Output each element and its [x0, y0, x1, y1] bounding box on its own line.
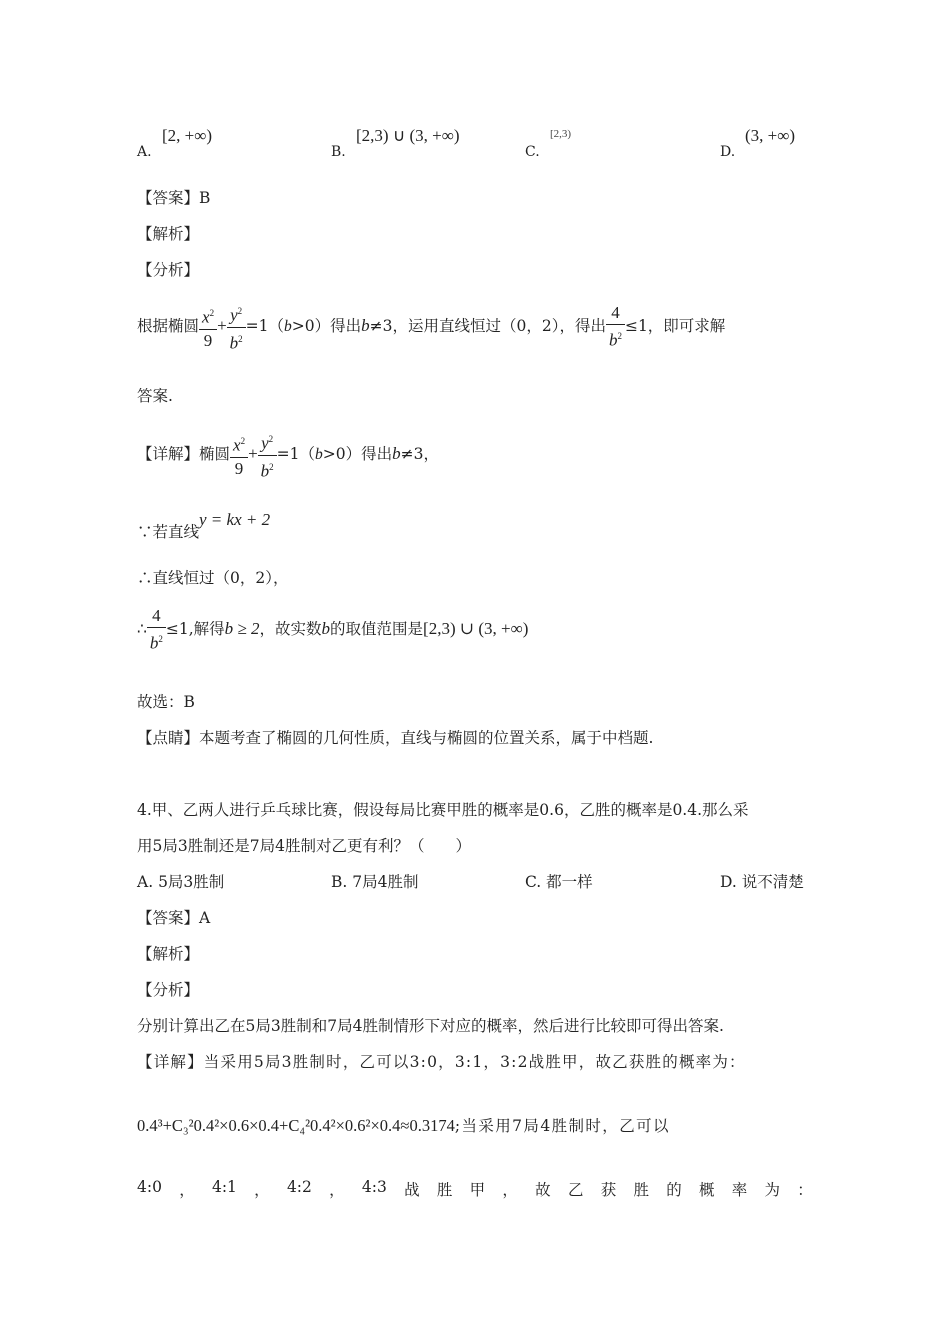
analysis-line-2: 答案. [137, 387, 173, 405]
fenxi-heading: 【分析】 [137, 261, 200, 279]
jiexi-heading-q4: 【解析】 [137, 945, 200, 963]
text-token: 4:3 [361, 1178, 387, 1196]
option-label: B. [331, 873, 348, 891]
text-token: 4:0 [137, 1178, 162, 1196]
text-token: 获 [600, 1181, 617, 1199]
plus-sign: + [217, 316, 227, 336]
analysis-line [137, 300, 726, 353]
text-token: ： [797, 1181, 813, 1199]
fraction-y2-b2: $\frac{y^2}{b^2}$ [227, 300, 246, 354]
text-token: 4:2 [286, 1178, 312, 1196]
text-token: ， [329, 1181, 345, 1199]
text-token: 概 [699, 1181, 715, 1199]
text-token: 故 [535, 1181, 551, 1199]
option-value: [2, +∞) [162, 126, 213, 145]
equals-text: =1（ [276, 445, 316, 464]
cond-text: >0）得出 [322, 445, 393, 464]
text-token: ， [254, 1181, 270, 1199]
cond-text: >0）得出 [291, 317, 362, 336]
text-token: 胜 [633, 1181, 649, 1199]
line-equation: y = kx + 2 [199, 510, 271, 529]
b-ge-2: b ≥ 2 [224, 619, 260, 638]
q4-line-2: 用5局3胜制还是7局4胜制对乙更有利？（ ） [137, 837, 471, 855]
text-token: 率 [731, 1181, 748, 1199]
denominator: b [260, 461, 270, 481]
probability-formula: 0.4³+C₃²0.4²×0.6×0.4+C₄²0.4²×0.6²×0.4≈0.3174 [137, 1116, 455, 1135]
detail-prefix: 【详解】椭圆 [137, 445, 231, 464]
jiexi-heading: 【解析】 [137, 225, 200, 243]
numerator: y [261, 433, 269, 453]
text-token: 战 [404, 1181, 420, 1199]
q4-option-d [720, 872, 804, 892]
answer-q3: 【答案】B [137, 189, 211, 207]
denominator: 9 [203, 330, 213, 350]
numerator: x [202, 307, 210, 327]
option-label: C. [525, 873, 542, 891]
numerator: 4 [147, 605, 166, 628]
answer-q4: 【答案】A [137, 909, 211, 927]
q4-formula-line [137, 1116, 670, 1136]
var-b: b [284, 318, 292, 336]
option-label: C. [525, 144, 540, 160]
q4-last-line [137, 1178, 813, 1200]
text-token: ， [502, 1181, 518, 1199]
option-value: [2,3) ∪ (3, +∞) [356, 126, 460, 145]
text-token: ， [179, 1181, 195, 1199]
fraction-x2-9: $\frac{x^2}{9}$ [199, 302, 217, 352]
q4-detail-1: 【详解】当采用5局3胜制时，乙可以3:0，3:1，3:2战胜甲，故乙获胜的概率为： [137, 1053, 746, 1071]
q4-analysis: 分别计算出乙在5局3胜制和7局4胜制情形下对应的概率，然后进行比较即可得出答案. [137, 1017, 724, 1035]
var-b: b [361, 316, 370, 336]
option-label: B. [331, 144, 346, 160]
denominator: b [229, 333, 239, 353]
option-value: (3, +∞) [745, 126, 796, 145]
mid-text: ，故实数 [259, 620, 322, 638]
fraction-x2-9: $\frac{x^2}{9}$ [230, 430, 248, 480]
le-text: ≤1,解得 [165, 620, 225, 638]
text-token: 乙 [567, 1181, 584, 1199]
text-token: 甲 [469, 1181, 486, 1199]
le-text: ≤1，即可求解 [624, 317, 726, 336]
denominator: 9 [234, 458, 244, 478]
analysis-prefix: 根据椭圆 [137, 317, 200, 336]
because-prefix: ∵若直线 [137, 523, 200, 541]
q4-option-a [137, 872, 224, 892]
therefore-2 [137, 604, 528, 654]
text-token: 4:1 [211, 1178, 237, 1196]
option-text: 说不清楚 [741, 873, 804, 891]
option-text: 都一样 [546, 873, 593, 891]
option-label: A. [137, 873, 154, 891]
q4-line-1: 4.甲、乙两人进行乒乓球比赛，假设每局比赛甲胜的概率是0.6，乙胜的概率是0.4.那么采 [137, 801, 749, 819]
option-text: 5局3胜制 [158, 873, 225, 891]
tail-text: 的取值范围是 [330, 620, 424, 638]
q4-option-b [331, 872, 419, 892]
denominator: b [608, 330, 618, 350]
ne3-text: ≠3， [400, 445, 439, 464]
option-label: A. [137, 144, 152, 160]
option-text: 7局4胜制 [352, 873, 419, 891]
fraction-4-b2: $\frac{4}{b^2}$ [606, 302, 625, 352]
therefore-symbol: ∴ [137, 620, 147, 638]
option-value: [2,3) [550, 128, 572, 140]
range-value: [2,3) ∪ (3, +∞) [423, 619, 529, 638]
option-label: D. [720, 873, 737, 891]
dianjing-line: 【点睛】本题考查了椭圆的几何性质，直线与椭圆的位置关系，属于中档题. [137, 729, 654, 747]
because-line [137, 510, 271, 541]
numerator: 4 [606, 302, 625, 325]
numerator: y [230, 305, 238, 325]
fraction-4-b2: $\frac{4}{b^2}$ [147, 605, 166, 655]
text-token: 为 [764, 1181, 781, 1199]
text-token: 的 [666, 1181, 682, 1199]
guxuan-line: 故选：B [137, 693, 195, 711]
fraction-y2-b2: $\frac{y^2}{b^2}$ [258, 428, 277, 482]
option-label: D. [720, 144, 736, 160]
q4-option-c [525, 872, 593, 892]
var-b: b [392, 444, 401, 464]
therefore-1: ∴直线恒过（0，2）， [137, 569, 289, 587]
numerator: x [233, 435, 241, 455]
formula-tail: ;当采用7局4胜制时，乙可以 [454, 1117, 670, 1135]
detail-line: 【详解】椭圆 $\frac{x^2}{9}$ + $\frac{y^2}{b^2}$ =1（b>0）得出b≠3， [137, 428, 439, 478]
denominator: b [149, 633, 159, 653]
ne3-text: ≠3，运用直线恒过（0，2），得出 [369, 317, 606, 336]
var-b: b [321, 619, 331, 638]
fenxi-heading-q4: 【分析】 [137, 981, 200, 999]
var-b: b [315, 446, 323, 464]
equals-text: =1（ [245, 317, 285, 336]
text-token: 胜 [436, 1181, 453, 1199]
